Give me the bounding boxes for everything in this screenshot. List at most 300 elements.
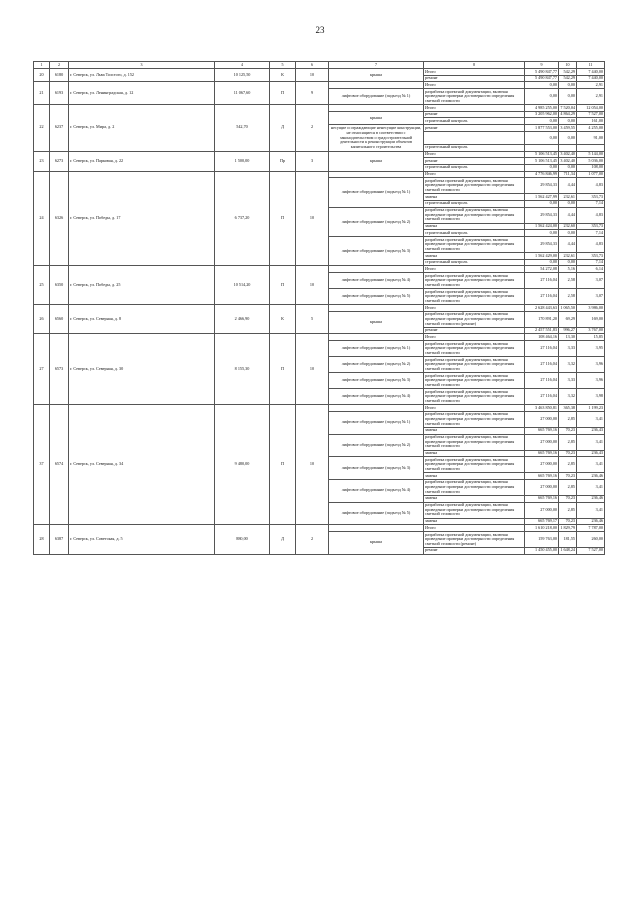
cost-limit: 7 440,00: [577, 75, 605, 82]
column-number: 7: [329, 62, 424, 69]
cost-limit: 3,07: [577, 289, 605, 305]
cost-total: 159 763,00: [525, 531, 559, 547]
cost-per-sqm: 0,00: [559, 118, 577, 125]
house-area: 9 480,00: [215, 405, 270, 525]
column-number: 8: [424, 62, 525, 69]
cost-per-sqm: 5,16: [559, 266, 577, 273]
cost-limit: 3,41: [577, 502, 605, 518]
house-id: 6237: [50, 105, 69, 151]
cost-per-sqm: 3,32: [559, 389, 577, 405]
row-number: 25: [34, 266, 50, 305]
cost-total: 5 490 847,77: [525, 75, 559, 82]
cost-per-sqm: 3,32: [559, 357, 577, 373]
cost-limit: 169,00: [577, 311, 605, 327]
house-address: г. Северск, ул. Льва Толстого, д. 152: [69, 69, 215, 82]
house-area: 2 466,90: [215, 305, 270, 334]
house-address: г. Северск, ул. Победы, д. 25: [69, 266, 215, 305]
house-id: 6193: [50, 82, 69, 105]
cost-total: 665 769,16: [525, 427, 559, 434]
cost-per-sqm: 69,29: [559, 311, 577, 327]
cost-total: 27 000,00: [525, 411, 559, 427]
house-address: г. Северск, ул. Ленинградская, д. 12: [69, 82, 215, 105]
cost-total: 0,00: [525, 131, 559, 144]
cost-limit: 12 054,00: [577, 105, 605, 112]
floor-count: 9: [296, 82, 329, 105]
cost-per-sqm: 2,85: [559, 479, 577, 495]
cost-limit: 3,96: [577, 373, 605, 389]
cost-per-sqm: 2,85: [559, 411, 577, 427]
row-number: 23: [34, 151, 50, 171]
work-description: Итого: [424, 69, 525, 76]
column-number: 2: [50, 62, 69, 69]
cost-total: 170 891,20: [525, 311, 559, 327]
work-type: лифтовое оборудование (подъезд № 3): [329, 237, 424, 266]
cost-per-sqm: 3 402,40: [560, 157, 575, 163]
cost-per-sqm: 13,30: [559, 334, 577, 341]
cost-per-sqm: 2,85: [559, 434, 577, 450]
wall-type: Пр: [270, 151, 296, 171]
cost-limit: 7,14: [577, 230, 605, 237]
cost-total: 27 116,04: [525, 273, 559, 289]
cost-per-sqm: 70,23: [559, 427, 577, 434]
cost-per-sqm: 70,23: [559, 518, 577, 525]
work-type: [329, 334, 424, 341]
cost-per-sqm: 0,00: [559, 131, 577, 144]
cost-total: 29 854,33: [525, 237, 559, 253]
column-number: 9: [525, 62, 559, 69]
table-row: [34, 82, 605, 89]
work-description: Итого: [424, 305, 525, 312]
cost-total: 0,00: [525, 89, 559, 105]
cost-per-sqm: 70,23: [559, 495, 577, 502]
cost-limit: 1 077,00: [577, 171, 605, 178]
work-type: [329, 405, 424, 412]
cost-total: 1 877 553,00: [525, 125, 559, 132]
cost-total: 0,00: [525, 118, 559, 125]
wall-type: П: [270, 266, 296, 305]
cost-limit: 3,41: [577, 411, 605, 427]
work-description: Итого: [424, 151, 525, 158]
cost-limit: 4,83: [577, 237, 605, 253]
floor-count: 10: [296, 266, 329, 305]
cost-limit: 108,00: [577, 164, 605, 171]
work-description: ремонт: [424, 125, 525, 132]
header-row: [34, 62, 605, 69]
cost-limit: 4 255,00: [577, 125, 605, 132]
row-number: 27: [34, 334, 50, 405]
work-description: разработка проектной документации, включая проведение проверки достоверности определения сметной стоимости: [424, 434, 525, 450]
cost-per-sqm: 7 520,04: [560, 104, 575, 110]
column-number: 4: [215, 62, 270, 69]
column-number: 6: [296, 62, 329, 69]
cost-per-sqm: 3 402,40: [560, 151, 575, 157]
cost-total: 2 628 443,63: [525, 305, 559, 312]
cost-total: 665 769,16: [525, 495, 559, 502]
table-row: [34, 69, 605, 76]
cost-per-sqm: 2,58: [559, 273, 577, 289]
work-description: разработка проектной документации, включая проведение проверки достоверности определения сметной стоимости: [424, 502, 525, 518]
cost-total: 27 000,00: [525, 502, 559, 518]
cost-limit: 3,95: [577, 341, 605, 357]
work-description: разработка проектной документации, включая проведение проверки достоверности определения сметной стоимости (ремонт): [424, 531, 525, 547]
cost-limit: 353,73: [577, 253, 605, 260]
work-type: [329, 171, 424, 178]
row-number: 21: [34, 82, 50, 105]
floor-count: 10: [296, 171, 329, 266]
house-address: г. Северск, ул. Северная, д. 30: [69, 334, 215, 405]
cost-limit: 3,98: [577, 389, 605, 405]
work-type: крыша: [329, 69, 424, 82]
house-address: г. Северск, ул. Северная, д. 8: [69, 305, 215, 334]
work-type: лифтовое оборудование (подъезд № 1): [329, 411, 424, 434]
cost-per-sqm: 2,85: [559, 457, 577, 473]
cost-limit: 3,07: [577, 273, 605, 289]
cost-total: 29 854,33: [525, 178, 559, 194]
table-row: [34, 405, 605, 412]
house-id: 6180: [50, 69, 69, 82]
cost-limit: 3,41: [577, 457, 605, 473]
cost-total: 0,00: [525, 230, 559, 237]
work-type: лифтовое оборудование (подъезд № 3): [329, 457, 424, 480]
cost-per-sqm: 4 864,29: [560, 111, 575, 117]
cost-per-sqm: 0,00: [559, 89, 577, 105]
cost-limit: 5 036,00: [577, 158, 605, 165]
cost-per-sqm: 232,61: [559, 253, 577, 260]
cost-total: 665 769,17: [525, 518, 559, 525]
house-area: 542,70: [215, 105, 270, 151]
work-description: строительный контроль: [424, 230, 525, 237]
work-description: замена: [424, 473, 525, 480]
cost-per-sqm: 996,27: [559, 327, 577, 334]
cost-per-sqm: 4,44: [559, 207, 577, 223]
work-description: [424, 131, 525, 144]
house-id: 6350: [50, 266, 69, 305]
cost-per-sqm: 232,61: [559, 194, 577, 201]
cost-total: 1 562 424,00: [525, 223, 559, 230]
column-number: 1: [34, 62, 50, 69]
cost-total: 108 464,16: [525, 334, 559, 341]
work-description: строительный контроль: [424, 259, 525, 266]
house-area: 8 155,30: [215, 334, 270, 405]
work-description: строительный контроль: [424, 118, 525, 125]
table-row: [34, 305, 605, 312]
cost-limit: 1 199,23: [577, 405, 605, 412]
cost-total: 29 854,33: [525, 207, 559, 223]
work-description: строительный контроль: [424, 164, 525, 171]
work-type: лифтовое оборудование (подъезд № 5): [329, 289, 424, 305]
work-description: ремонт: [424, 158, 525, 165]
cost-limit: 236,46: [577, 518, 605, 525]
work-type: лифтовое оборудование (подъезд № 4): [329, 389, 424, 405]
work-description: ремонт: [424, 111, 525, 118]
wall-type: П: [270, 334, 296, 405]
cost-limit: 236,43: [577, 427, 605, 434]
table-row: [34, 171, 605, 178]
floor-count: 10: [296, 334, 329, 405]
cost-total: 54 272,08: [525, 266, 559, 273]
work-description: замена: [424, 194, 525, 201]
cost-per-sqm: 2,58: [559, 289, 577, 305]
cost-limit: 7 527,00: [577, 547, 605, 554]
work-type: лифтовое оборудование (подъезд № 4): [329, 273, 424, 289]
cost-total: 27 116,04: [525, 373, 559, 389]
work-type: лифтовое оборудование (подъезд № 1): [329, 178, 424, 207]
cost-limit: 260,00: [577, 531, 605, 547]
wall-type: Д: [270, 105, 296, 151]
work-description: разработка проектной документации, включая проведение проверки достоверности определения сметной стоимости (ремонт): [424, 311, 525, 327]
cost-limit: 236,46: [577, 473, 605, 480]
work-description: строительный контроль: [424, 200, 525, 207]
work-description: ремонт: [424, 547, 525, 554]
cost-limit: 353,73: [577, 223, 605, 230]
house-address: г. Северск, ул. Победы, д. 17: [69, 171, 215, 266]
cost-per-sqm: 232,60: [559, 223, 577, 230]
cost-limit: [577, 144, 605, 151]
cost-total: 665 769,16: [525, 450, 559, 457]
work-description: Итого: [424, 82, 525, 89]
work-type: крыша: [329, 111, 424, 124]
house-area: 10 125,50: [215, 69, 270, 82]
work-description: разработка проектной документации, включая проведение проверки достоверности определения сметной стоимости: [424, 273, 525, 289]
column-number: 5: [270, 62, 296, 69]
cost-total: 3 463 850,81: [525, 405, 559, 412]
cost-per-sqm: 1 829,79: [560, 524, 575, 530]
cost-limit: 3 986,00: [577, 305, 605, 312]
cost-total: 1 562 427,99: [525, 194, 559, 201]
floor-count: 2: [296, 525, 329, 554]
cost-total: 1 610 218,00: [525, 525, 559, 532]
cost-limit: 15,85: [577, 334, 605, 341]
wall-type: П: [270, 82, 296, 105]
row-number: 26: [34, 305, 50, 334]
house-area: 6 737,20: [215, 171, 270, 266]
work-description: разработка проектной документации, включая проведение проверки достоверности определения сметной стоимости: [424, 341, 525, 357]
work-type: [329, 266, 424, 273]
work-description: разработка проектной документации, включая проведение проверки достоверности определения сметной стоимости: [424, 207, 525, 223]
cost-limit: 3,41: [577, 434, 605, 450]
cost-total: 1 562 429,00: [525, 253, 559, 260]
floor-count: 10: [296, 405, 329, 525]
work-type: лифтовое оборудование (подъезд № 4): [329, 479, 424, 502]
floor-count: 3: [296, 151, 329, 171]
cost-limit: 6,14: [577, 266, 605, 273]
work-description: разработка проектной документации, включая проведение проверки достоверности определения сметной стоимости: [424, 457, 525, 473]
capital-repair-table: [33, 61, 605, 555]
cost-total: 27 116,04: [525, 357, 559, 373]
house-id: 6573: [50, 334, 69, 405]
cost-limit: 2,91: [577, 89, 605, 105]
cost-per-sqm: 3,33: [559, 373, 577, 389]
work-description: ремонт: [424, 327, 525, 334]
cost-total: 4 776 846,99: [525, 171, 559, 178]
work-type: лифтовое оборудование (подъезд № 3): [329, 373, 424, 389]
work-type: лифтовое оборудование (подъезд № 2): [329, 207, 424, 236]
table-row: [34, 334, 605, 341]
cost-total: 0,00: [525, 82, 559, 89]
work-description: замена: [424, 518, 525, 525]
work-type: [329, 305, 424, 312]
row-number: 24: [34, 171, 50, 266]
work-description: разработка проектной документации, включая проведение проверки достоверности определения сметной стоимости: [424, 479, 525, 495]
cost-limit: 3 767,00: [577, 327, 605, 334]
work-description: Итого: [424, 266, 525, 273]
work-description: замена: [424, 427, 525, 434]
house-area: 11 067,60: [215, 82, 270, 105]
work-description: Итого: [424, 171, 525, 178]
cost-total: 27 000,00: [525, 434, 559, 450]
work-description: разработка проектной документации, включая проведение проверки достоверности определения сметной стоимости: [424, 237, 525, 253]
cost-per-sqm: 181,55: [559, 531, 577, 547]
cost-per-sqm: 0,00: [559, 164, 577, 171]
floor-count: 2: [296, 105, 329, 151]
cost-limit: 3,96: [577, 357, 605, 373]
work-type: лифтовое оборудование (подъезд № 5): [329, 502, 424, 525]
work-description: разработка проектной документации, включая проведение проверки достоверности определения сметной стоимости: [424, 357, 525, 373]
house-area: 10 514,20: [215, 266, 270, 305]
cost-total: 4 985 255,00: [525, 105, 559, 112]
table-row: [34, 525, 605, 532]
cost-total: 5 106 513,45: [525, 151, 559, 158]
work-type: лифтовое оборудование (подъезд № 1): [329, 341, 424, 357]
cost-per-sqm: 542,29: [559, 75, 577, 82]
work-description: разработка проектной документации, включая проведение проверки достоверности определения сметной стоимости: [424, 389, 525, 405]
cost-limit: 7 527,00: [577, 111, 605, 118]
cost-per-sqm: 0,00: [559, 259, 577, 266]
table-row: [34, 105, 605, 112]
house-area: 1 500,00: [215, 151, 270, 171]
house-address: г. Северск, ул. Северная, д. 34: [69, 405, 215, 525]
cost-per-sqm: 365,38: [559, 405, 577, 412]
cost-total: 1 450 455,00: [525, 547, 559, 554]
wall-type: П: [270, 405, 296, 525]
column-number: 10: [559, 62, 577, 69]
work-description: разработка проектной документации, включая проведение проверки достоверности определения сметной стоимости: [424, 178, 525, 194]
cost-limit: 4,83: [577, 207, 605, 223]
cost-total: [525, 144, 559, 151]
table-row: [34, 266, 605, 273]
wall-type: П: [270, 171, 296, 266]
cost-per-sqm: 2,85: [559, 502, 577, 518]
work-description: Итого: [424, 525, 525, 532]
cost-limit: 7,14: [577, 259, 605, 266]
row-number: 20: [34, 69, 50, 82]
house-address: г. Северск, ул. Мира, д. 2: [69, 105, 215, 151]
cost-per-sqm: 0,00: [559, 230, 577, 237]
cost-limit: 3,41: [577, 479, 605, 495]
cost-per-sqm: 3 459,55: [560, 124, 575, 130]
cost-per-sqm: 711,34: [559, 171, 577, 178]
column-number: 3: [69, 62, 215, 69]
row-number: 28: [34, 525, 50, 554]
floor-count: 5: [296, 305, 329, 334]
work-type: лифтовое оборудование (подъезд № 2): [329, 434, 424, 457]
house-id: 6273: [50, 151, 69, 171]
cost-per-sqm: [559, 144, 577, 151]
wall-type: К: [270, 69, 296, 82]
cost-total: 0,00: [525, 200, 559, 207]
work-type: крыша: [329, 151, 424, 171]
work-type: крыша: [329, 311, 424, 334]
cost-limit: 91,00: [577, 131, 605, 144]
cost-total: 27 116,04: [525, 389, 559, 405]
cost-limit: 161,00: [577, 118, 605, 125]
cost-limit: 5 144,00: [577, 151, 605, 158]
work-description: замена: [424, 253, 525, 260]
work-description: Итого: [424, 405, 525, 412]
cost-per-sqm: 1 648,24: [560, 547, 575, 553]
wall-type: Д: [270, 525, 296, 554]
house-id: 6560: [50, 305, 69, 334]
cost-total: 665 769,16: [525, 473, 559, 480]
cost-total: 27 000,00: [525, 479, 559, 495]
work-description: замена: [424, 450, 525, 457]
cost-limit: 2,91: [577, 82, 605, 89]
work-description: Итого: [424, 334, 525, 341]
cost-per-sqm: 3,33: [559, 341, 577, 357]
house-id: 6326: [50, 171, 69, 266]
work-type: лифтовое оборудование (подъезд № 1): [329, 89, 424, 105]
house-area: 880,00: [215, 525, 270, 554]
work-description: замена: [424, 223, 525, 230]
cost-total: 5 490 847,77: [525, 69, 559, 76]
work-type: несущие и ограждающие ненесущие конструкции, не относящиеся в соответствии с законодательством о градостроительной деятельности к реконструкции объектов капитального строительства: [329, 125, 424, 151]
cost-limit: 7 440,00: [577, 69, 605, 76]
house-address: г. Северск, ул. Советская, д. 5: [69, 525, 215, 554]
work-type: [329, 82, 424, 89]
row-number: 37: [34, 405, 50, 525]
cost-total: 27 116,04: [525, 289, 559, 305]
work-description: Итого: [424, 105, 525, 112]
cost-total: 0,00: [525, 164, 559, 171]
cost-total: 0,00: [525, 259, 559, 266]
work-description: разработка проектной документации, включая проведение проверки достоверности определения сметной стоимости: [424, 289, 525, 305]
cost-total: 3 205 962,00: [525, 111, 559, 118]
house-address: г. Северск, ул. Парковая, д. 22: [69, 151, 215, 171]
cost-total: 5 106 513,45: [525, 158, 559, 165]
house-id: 6574: [50, 405, 69, 525]
work-type: [329, 105, 424, 112]
cost-total: 27 116,04: [525, 341, 559, 357]
work-description: ремонт: [424, 75, 525, 82]
cost-per-sqm: 0,00: [559, 82, 577, 89]
work-type: лифтовое оборудование (подъезд № 2): [329, 357, 424, 373]
cost-total: 2 457 551,83: [525, 327, 559, 334]
cost-per-sqm: 542,29: [559, 69, 577, 76]
work-description: разработка проектной документации, включая проведение проверки достоверности определения сметной стоимости: [424, 411, 525, 427]
house-id: 6387: [50, 525, 69, 554]
floor-count: 10: [296, 69, 329, 82]
work-description: разработка проектной документации, включая проведение проверки достоверности определения сметной стоимости: [424, 373, 525, 389]
column-number: 11: [577, 62, 605, 69]
cost-limit: 4,83: [577, 178, 605, 194]
table-row: [34, 151, 605, 158]
cost-per-sqm: 70,23: [559, 450, 577, 457]
cost-total: 27 000,00: [525, 457, 559, 473]
cost-per-sqm: 4,44: [559, 178, 577, 194]
work-description: разработка проектной документации, включая проведение проверки достоверности определения сметной стоимости: [424, 89, 525, 105]
work-description: замена: [424, 495, 525, 502]
row-number: 22: [34, 105, 50, 151]
cost-limit: 7 787,00: [577, 525, 605, 532]
cost-limit: 353,73: [577, 194, 605, 201]
cost-per-sqm: 0,00: [559, 200, 577, 207]
page-number: 23: [315, 25, 325, 35]
cost-per-sqm: 1 065,50: [560, 304, 575, 310]
cost-limit: 236,43: [577, 450, 605, 457]
cost-per-sqm: 70,23: [559, 473, 577, 480]
work-description: строительный контроль: [424, 144, 525, 151]
cost-per-sqm: 4,44: [559, 237, 577, 253]
